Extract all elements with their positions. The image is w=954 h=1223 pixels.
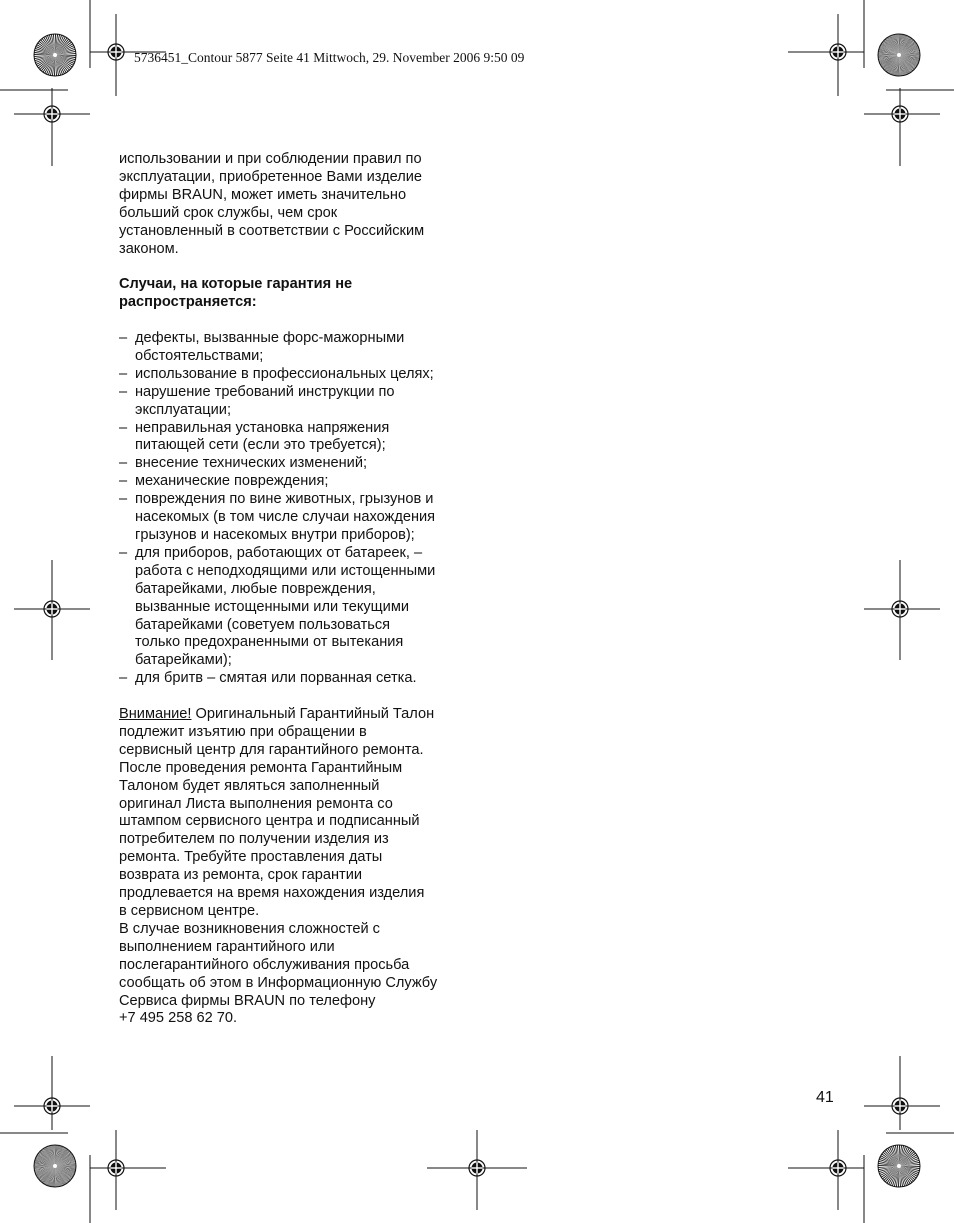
list-item-line: для бритв – смятая или порванная сетка. — [135, 670, 417, 687]
text-line: в сервисном центре. — [119, 903, 260, 920]
text-line: сервисный центр для гарантийного ремонта. — [119, 741, 424, 758]
list-item-line: нарушение требований инструкции по — [135, 383, 395, 400]
list-dash: – — [119, 330, 128, 347]
list-item-line: дефекты, вызванные форс-мажорными — [135, 330, 405, 347]
text-line: больший срок службы, чем срок — [119, 204, 338, 221]
list-item — [119, 366, 469, 384]
list-item-line: питающей сети (если это требуется); — [135, 437, 386, 454]
list-item-line: неправильная установка напряжения — [135, 419, 390, 436]
list-dash: – — [119, 670, 128, 687]
list-item — [119, 455, 469, 473]
list-dash: – — [119, 419, 128, 436]
page-number: 41 — [816, 1089, 834, 1106]
text-line: потребителем по получении изделия из — [119, 831, 389, 848]
list-item-line: батарейками); — [135, 652, 232, 669]
list-dash: – — [119, 473, 128, 490]
text-line — [119, 706, 469, 724]
list-item — [119, 420, 469, 456]
text-line: ремонта. Требуйте проставления даты — [119, 849, 383, 866]
list-item-line: эксплуатации; — [135, 401, 231, 418]
color-star-target-icon — [878, 1145, 920, 1187]
text-line: использовании и при соблюдении правил по — [119, 151, 422, 167]
list-item — [119, 491, 469, 545]
text-line: законом. — [119, 240, 179, 257]
list-item-line: для приборов, работающих от батареек, – — [135, 544, 423, 561]
list-item-line: повреждения по вине животных, грызунов и — [135, 491, 434, 508]
section-heading — [119, 276, 469, 312]
list-item-line: только предохраненными от вытекания — [135, 634, 404, 651]
text-line: продлевается на время нахождения изделия — [119, 885, 425, 902]
list-item — [119, 330, 469, 366]
heading-line: распространяется: — [119, 294, 257, 311]
list-item-line: грызунов и насекомых внутри приборов); — [135, 527, 415, 543]
text-line: сообщать об этом в Информационную Службу — [119, 974, 438, 991]
print-slug: 5736451_Contour 5877 Seite 41 Mittwoch, 29. November 2006 9:50 09 — [134, 50, 525, 65]
color-star-target-icon — [878, 34, 920, 76]
list-item-line: батарейками, любые повреждения, — [135, 580, 376, 597]
text-line: Талоном будет являться заполненный — [119, 777, 380, 794]
list-item-line: батарейками (советуем пользоваться — [135, 616, 391, 633]
list-item-line: внесение технических изменений; — [135, 455, 368, 472]
list-item-line: вызванные истощенными или текущими — [135, 598, 410, 615]
color-star-target-icon — [34, 1145, 76, 1187]
text-line: подлежит изъятию при обращении в — [119, 723, 367, 740]
text-line: послегарантийного обслуживания просьба — [119, 956, 410, 973]
list-item — [119, 670, 469, 688]
text-line: В случае возникновения сложностей с — [119, 920, 380, 937]
notice-paragraph — [119, 706, 469, 1028]
list-dash: – — [119, 544, 128, 561]
list-item-line: работа с неподходящими или истощенными — [135, 562, 436, 579]
phone-number: +7 495 258 62 70. — [119, 1010, 238, 1027]
text-line: возврата из ремонта, срок гарантии — [119, 867, 363, 884]
list-item — [119, 473, 469, 491]
list-dash: – — [119, 383, 128, 400]
notice-label: Внимание! — [119, 706, 192, 723]
list-item — [119, 545, 469, 670]
list-item-line: насекомых (в том числе случаи нахождения — [135, 509, 436, 526]
text-line: Сервиса фирмы BRAUN по телефону — [119, 992, 376, 1009]
text-line: штампом сервисного центра и подписанный — [119, 813, 420, 830]
text-line: оригинал Листа выполнения ремонта со — [119, 795, 393, 812]
list-dash: – — [119, 455, 128, 472]
notice-first-line: Оригинальный Гарантийный Талон — [191, 706, 435, 723]
list-item-line: обстоятельствами; — [135, 347, 264, 364]
exclusions-list — [119, 330, 469, 688]
text-line: установленный в соответствии с Российским — [119, 222, 425, 239]
intro-paragraph — [119, 151, 469, 258]
document-body — [119, 151, 469, 1028]
text-line: выполнением гарантийного или — [119, 938, 335, 955]
list-dash: – — [119, 491, 128, 508]
list-item-line: механические повреждения; — [135, 473, 329, 490]
text-line: фирмы BRAUN, может иметь значительно — [119, 186, 407, 203]
list-item — [119, 384, 469, 420]
heading-line: Случаи, на которые гарантия не — [119, 276, 353, 293]
text-line: После проведения ремонта Гарантийным — [119, 759, 403, 776]
color-star-target-icon — [34, 34, 76, 76]
list-item-line: использование в профессиональных целях; — [135, 365, 434, 382]
text-line: эксплуатации, приобретенное Вами изделие — [119, 168, 423, 185]
list-dash: – — [119, 365, 128, 382]
